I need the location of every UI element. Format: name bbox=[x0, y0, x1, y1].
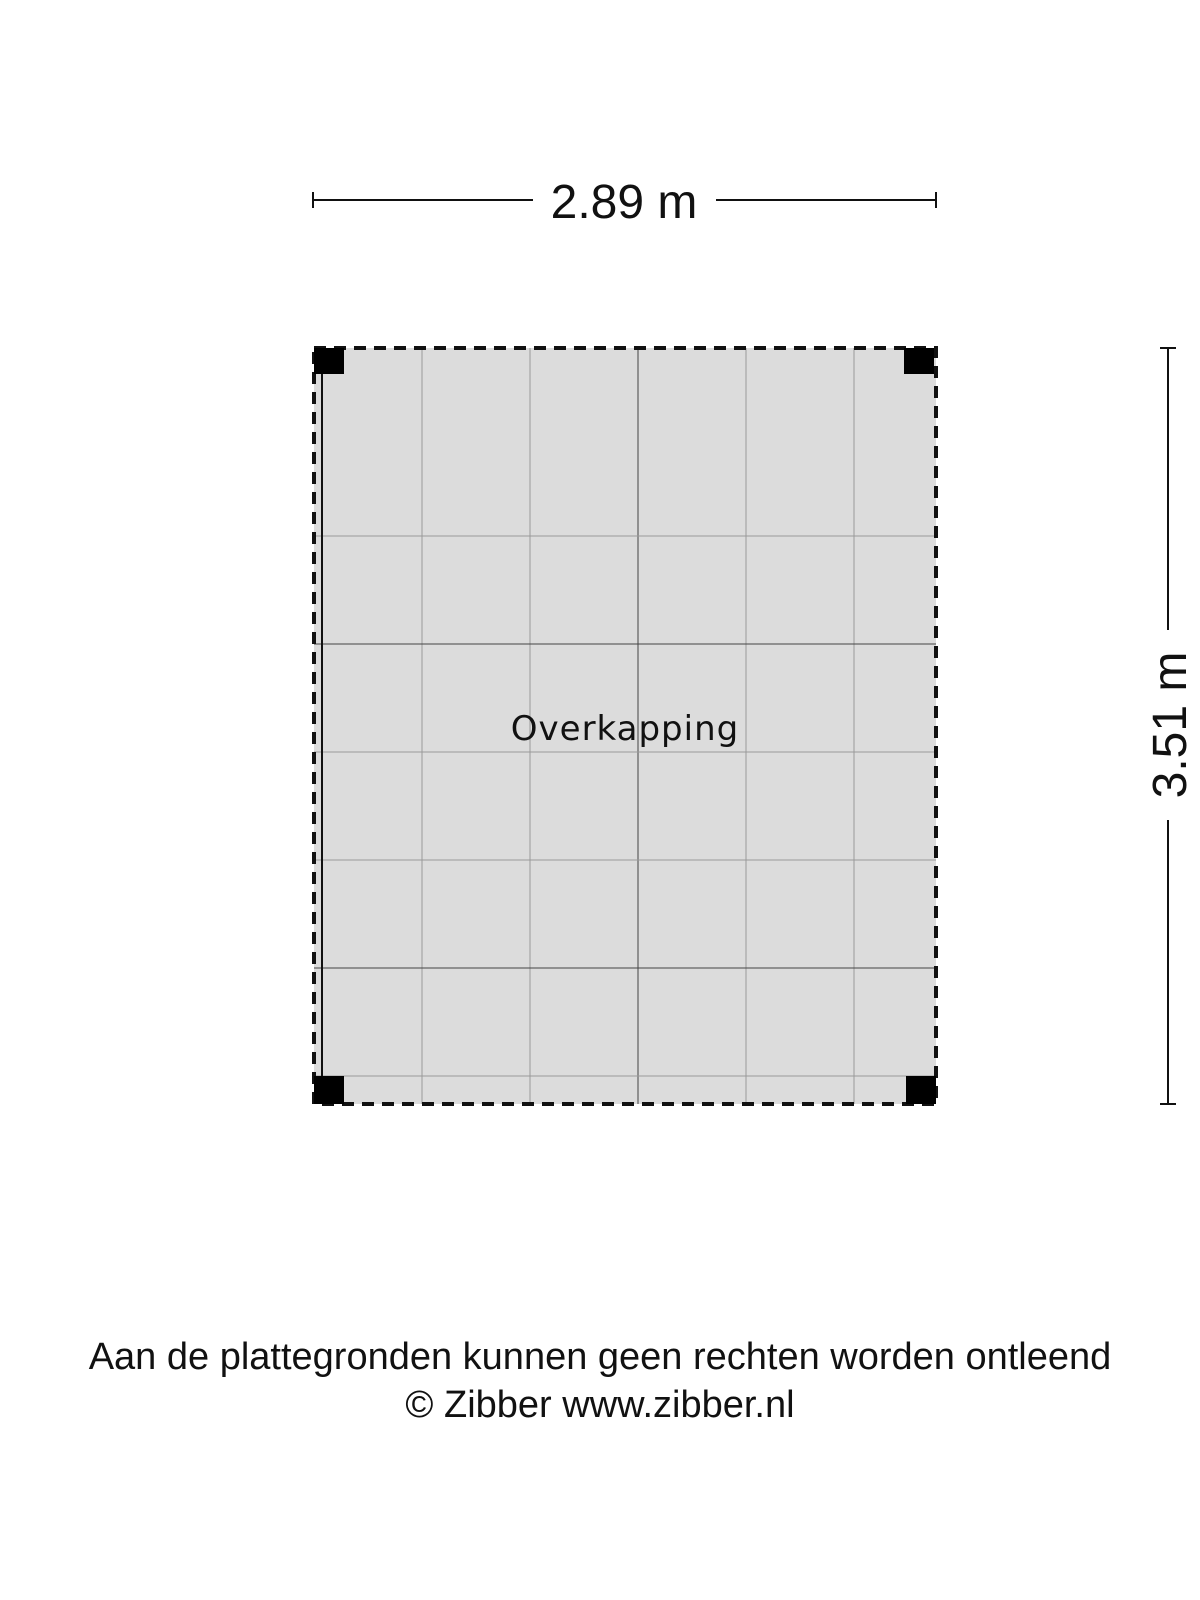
footer-disclaimer: Aan de plattegronden kunnen geen rechten worden ontleend bbox=[88, 1336, 1112, 1378]
height-dimension bbox=[1144, 348, 1197, 1104]
height-dimension-label: 3.51 m bbox=[1144, 651, 1197, 799]
corner-post-top-right bbox=[904, 348, 934, 374]
room-label: Overkapping bbox=[510, 709, 740, 749]
width-dimension-label: 2.89 m bbox=[550, 176, 698, 229]
corner-post-bottom-right bbox=[906, 1076, 936, 1104]
width-dimension bbox=[313, 176, 936, 229]
room-overkapping bbox=[314, 348, 936, 1104]
footer-copyright: © Zibber www.zibber.nl bbox=[405, 1384, 795, 1426]
corner-post-top-left bbox=[314, 348, 344, 374]
corner-post-bottom-left bbox=[314, 1076, 344, 1104]
